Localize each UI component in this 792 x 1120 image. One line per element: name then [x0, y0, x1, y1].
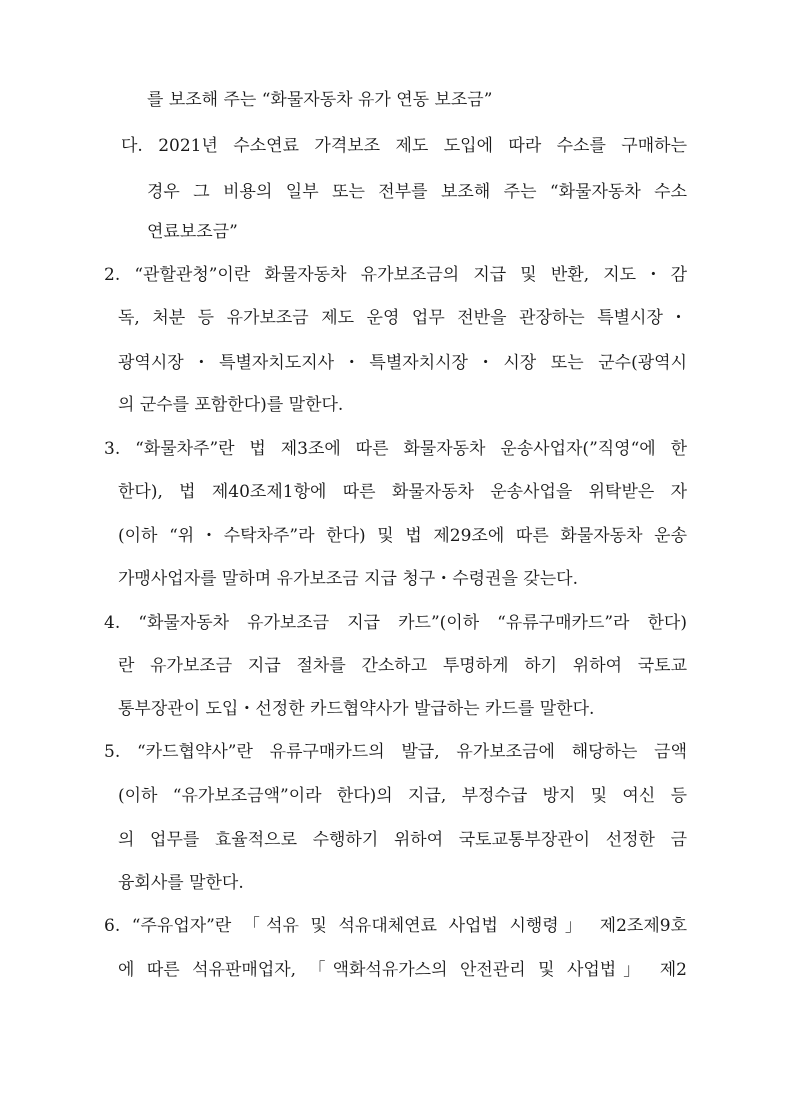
text-line-14: 란 유가보조금 지급 절차를 간소하고 투명하게 하기 위하여 국토교: [118, 656, 687, 676]
text-line-1: 를 보조해 주는 “화물자동차 유가 연동 보조금”: [147, 90, 493, 110]
text-line-13: 4. “화물자동차 유가보조금 지급 카드”(이하 “유류구매카드”라 한다): [104, 613, 687, 633]
text-line-16: 5. “카드협약사”란 유류구매카드의 발급, 유가보조금에 해당하는 금액: [104, 742, 687, 762]
text-line-4: 연료보조금”: [147, 222, 238, 242]
text-line-10: 한다), 법 제40조제1항에 따른 화물자동차 운송사업을 위탁받은 자: [118, 482, 687, 502]
text-line-5: 2. “관할관청”이란 화물자동차 유가보조금의 지급 및 반환, 지도・감: [104, 265, 687, 285]
text-line-7: 광역시장・특별자치도지사・특별자치시장・시장 또는 군수(광역시: [118, 353, 687, 373]
text-line-18: 의 업무를 효율적으로 수행하기 위하여 국토교통부장관이 선정한 금: [118, 830, 687, 850]
text-line-17: (이하 “유가보조금액”이라 한다)의 지급, 부정수급 방지 및 여신 등: [118, 786, 687, 806]
text-line-6: 독, 처분 등 유가보조금 제도 운영 업무 전반을 관장하는 특별시장・: [118, 308, 687, 328]
text-line-12: 가맹사업자를 말하며 유가보조금 지급 청구・수령권을 갖는다.: [118, 569, 578, 589]
text-line-11: (이하 “위・수탁차주”라 한다) 및 법 제29조에 따른 화물자동차 운송: [118, 526, 687, 546]
text-line-9: 3. “화물차주”란 법 제3조에 따른 화물자동차 운송사업자(”직영“에 한: [104, 439, 687, 459]
text-line-3: 경우 그 비용의 일부 또는 전부를 보조해 주는 “화물자동차 수소: [147, 182, 687, 202]
text-line-21: 에 따른 석유판매업자, 「액화석유가스의 안전관리 및 사업법」 제2: [118, 960, 687, 980]
text-line-19: 융회사를 말한다.: [118, 873, 244, 893]
text-line-15: 통부장관이 도입・선정한 카드협약사가 발급하는 카드를 말한다.: [118, 699, 595, 719]
text-line-20: 6. “주유업자”란 「석유 및 석유대체연료 사업법 시행령」 제2조제9호: [104, 916, 687, 936]
text-line-8: 의 군수를 포함한다)를 말한다.: [118, 395, 344, 415]
text-line-2: 다. 2021년 수소연료 가격보조 제도 도입에 따라 수소를 구매하는: [121, 136, 687, 156]
